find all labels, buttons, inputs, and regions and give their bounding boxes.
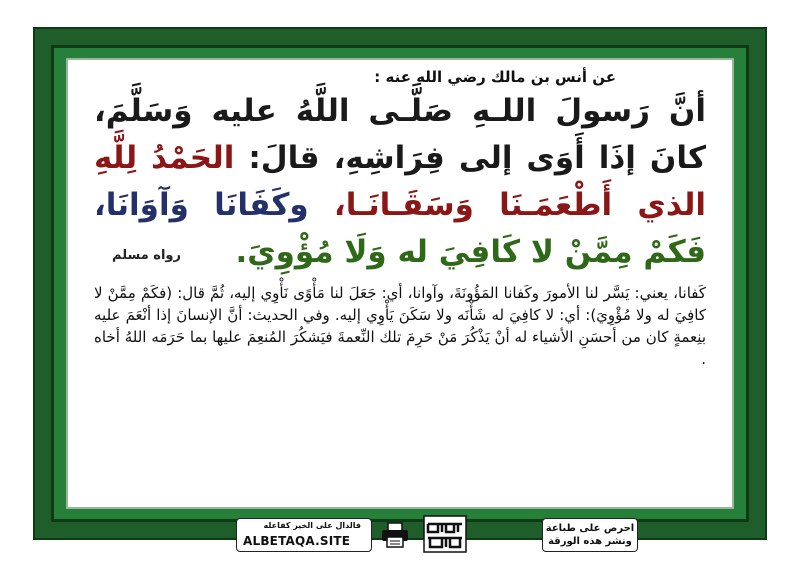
footer-slogan: فالدال على الخير كفاعله xyxy=(263,521,361,530)
hadith-line-4-green: فَكَمْ مِمَّنْ لا كَافِيَ له وَلَا مُؤْوِيَ. xyxy=(235,234,706,270)
hadith-line-2-red: الحَمْدُ لِلَّهِ xyxy=(94,140,235,176)
printer-icon xyxy=(380,522,410,548)
hadith-line-1: أنَّ رَسولَ اللـهِ صَلَّـى اللَّهُ عليه وَسَلَّمَ، xyxy=(94,93,706,129)
logo-icon xyxy=(422,514,468,554)
content xyxy=(94,68,706,370)
narrator: عن أنس بن مالك رضي الله عنه : xyxy=(374,68,616,86)
source-label: رواه مسلم xyxy=(112,248,181,263)
outer-frame xyxy=(33,27,767,548)
hadith-line-3 xyxy=(94,182,706,229)
explanation: كَفانا، يعني: يَسَّر لنا الأمورَ وكَفانا المَؤُونَةَ، وآوانا، أي: جَعَلَ لنا مَأْوًى نَأْوِي إليه، ثُمَّ قال: (فكَمْ مِمَّنْ لا كافِيَ له ولا مُؤْوِيَ): أي: لا كافِيَ له شَأْنَه ولا سَكَنَ يَأْوِي إليه. وفي الحديث: أنَّ الإنسانَ إذا أنْعَمَ عليه بنِعمةٍ كان من أحسَنِ الأشياء له أنْ يَذْكُرَ مَنْ حَرِمَ تلك النِّعمةَ فيَشكُرَ المُنعِمَ عليها بما حَرَمَه اللهُ أخاه . xyxy=(94,284,706,368)
hadith-line-4 xyxy=(94,229,706,276)
footer-print-box: احرص على طباعة ونشر هذه الورقة xyxy=(542,518,638,552)
hadith-line-3-blue: وكَفَانَا وَآوَانَا، xyxy=(94,187,309,223)
footer-site-box xyxy=(236,518,372,552)
paper xyxy=(66,58,734,548)
site-name: ALBETAQA.SITE xyxy=(243,534,351,548)
hadith-line-2-text: كانَ إذَا أَوَى إلى فِرَاشِهِ، قالَ: xyxy=(234,140,706,176)
footer xyxy=(236,518,638,552)
hadith-line-2 xyxy=(94,135,706,182)
hadith-line-3-red: الذي أَطْعَمَـنَا وَسَقَـانَـا، xyxy=(308,187,706,223)
inner-frame xyxy=(51,45,749,548)
